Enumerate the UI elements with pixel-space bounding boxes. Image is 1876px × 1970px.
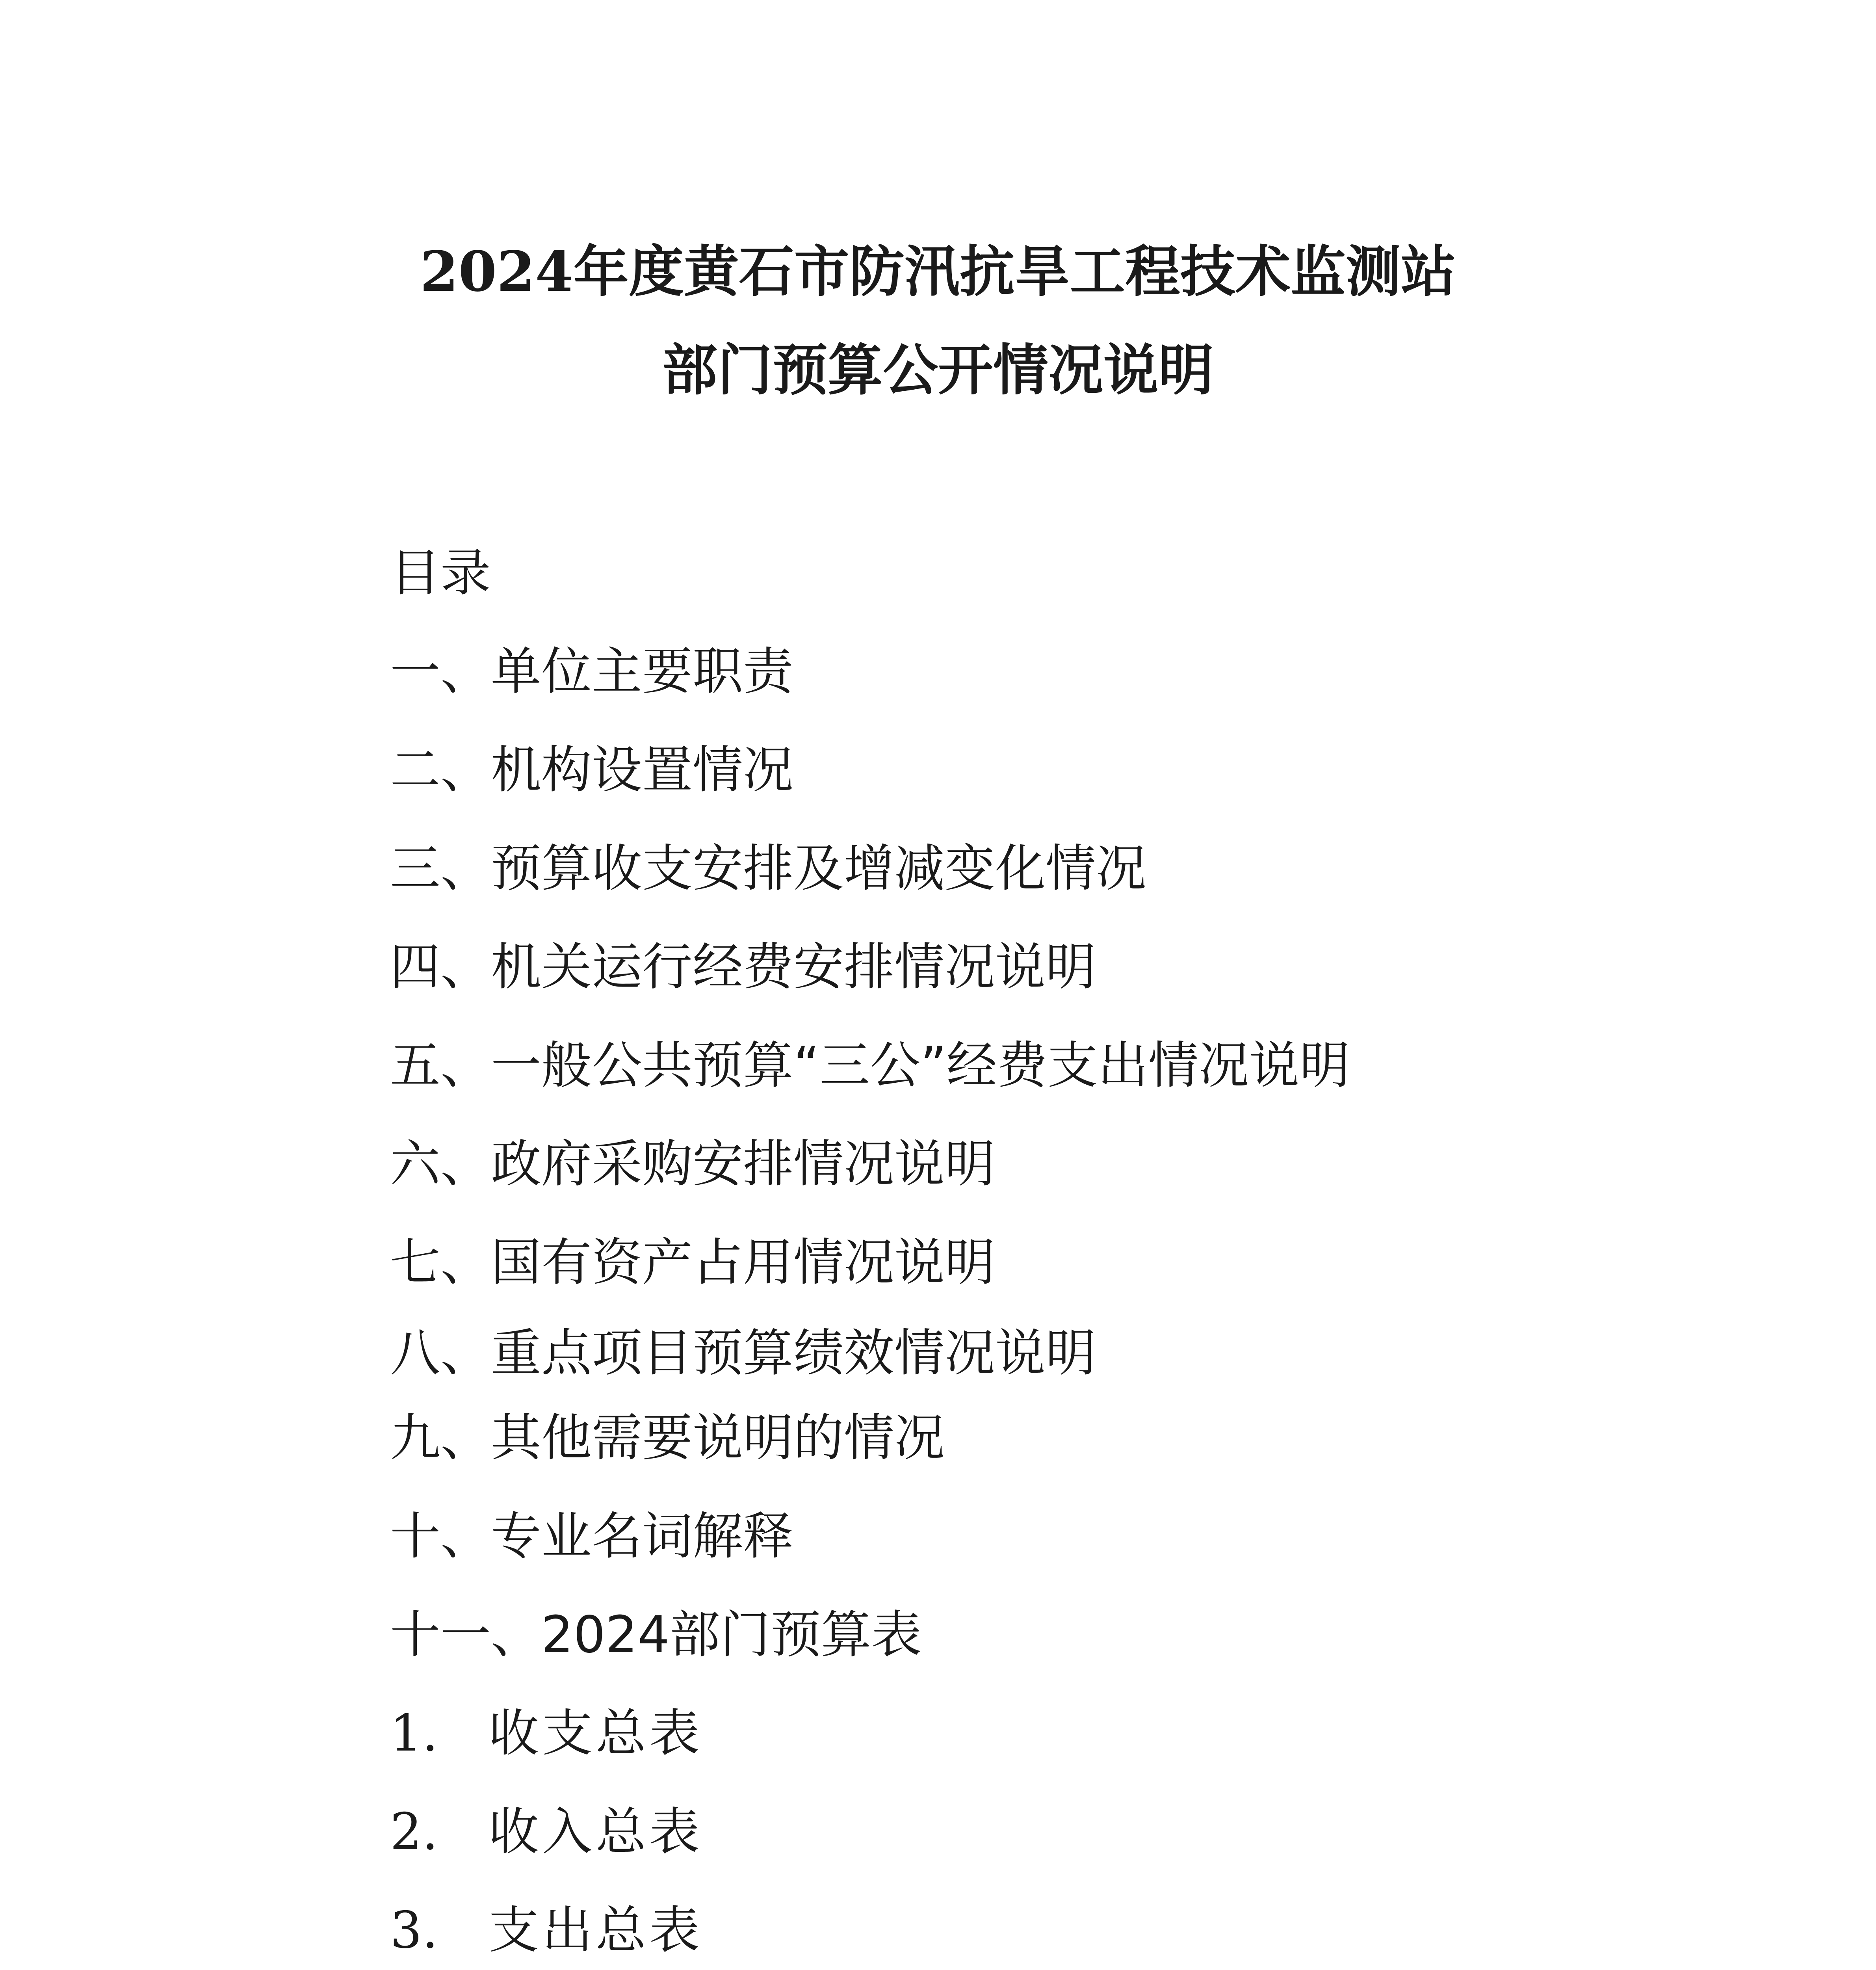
toc-item-10: 十、专业名词解释 — [390, 1507, 794, 1566]
toc-item-4: 四、机关运行经费安排情况说明 — [390, 938, 1096, 996]
toc-subitem-label: 支出总表 — [489, 1901, 703, 1960]
toc-item-11: 十一、2024部门预算表 — [390, 1606, 922, 1664]
toc-item-3: 三、预算收支安排及增减变化情况 — [390, 839, 1147, 898]
toc-subitem — [390, 1899, 703, 1962]
toc-heading: 目录 — [390, 544, 491, 602]
document-title-line-2: 部门预算公开情况说明 — [662, 338, 1214, 403]
toc-item-6: 六、政府采购安排情况说明 — [390, 1135, 996, 1193]
toc-subitem-label: 收支总表 — [489, 1704, 703, 1763]
toc-subitem-number: 1. — [390, 1704, 438, 1763]
toc-subitem — [390, 1702, 703, 1765]
toc-item-2: 二、机构设置情况 — [390, 741, 794, 799]
toc-item-1: 一、单位主要职责 — [390, 642, 794, 701]
toc-subitem-number: 2. — [390, 1803, 438, 1861]
toc-subitem-number: 3. — [390, 1901, 438, 1960]
document-title-line-1: 2024年度黄石市防汛抗旱工程技术监测站 — [420, 240, 1456, 304]
toc-item-9: 九、其他需要说明的情况 — [390, 1409, 945, 1467]
toc-item-7: 七、国有资产占用情况说明 — [390, 1233, 996, 1292]
toc-item-5: 五、一般公共预算“三公”经费支出情况说明 — [390, 1036, 1350, 1095]
toc-item-8: 八、重点项目预算绩效情况说明 — [390, 1324, 1096, 1383]
toc-subitem-label: 收入总表 — [489, 1803, 703, 1861]
toc-subitem — [390, 1801, 703, 1864]
